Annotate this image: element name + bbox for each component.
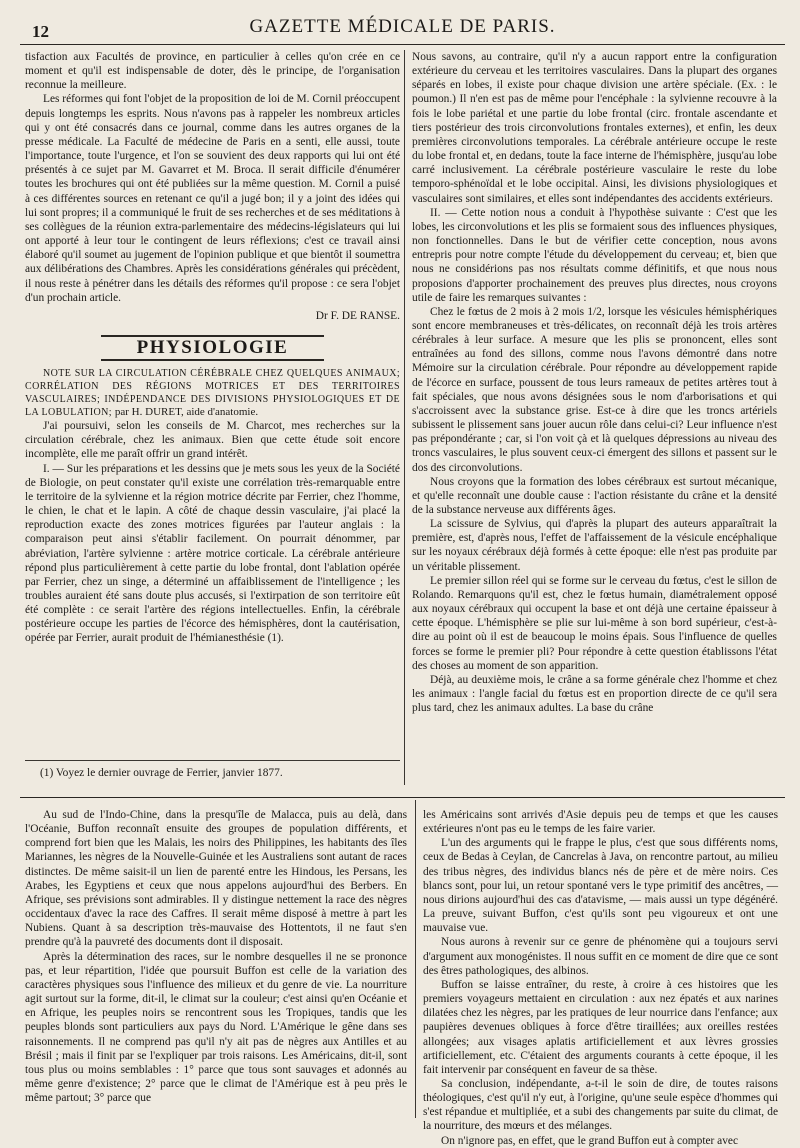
paragraph: Les réformes qui font l'objet de la proposition de loi de M. Cornil préoccupent depuis longtemps les esprits. Nous n'avons pas à rappeler les nombreux articles qui y ont été consacrés dans ce journal, comme dans les autres organes de la presse médicale. La Faculté de médecine de Paris en a senti, elle aussi, toute l'importance, toute l'urgence, et l'on se souvient des deux rapports qui lui ont été présentés à ce sujet par M. Gavarret et M. Broca. Il serait difficile d'énumérer toutes les brochures qui ont été publiées sur la même question. M. Cornil a puisé à ces différentes sources en retenant ce qu'il a jugé bon; il y a joint des idées qui lui sont propres; il a communiqué le fruit de ses recherches et de ses méditations à ses collègues de la réunion extra-parlementaire des médecins-législateurs qui lui ont apporté à leur tour le contingent de leurs réflexions; c'est ce travail ainsi élaboré qu'il soumet au jugement de l'opinion publique et que bientôt il soumettra aux délibérations des Chambres. Après les considérations générales qui précèdent, il nous reste à pénétrer dans les détails des réformes qu'il propose : ce sera l'objet d'un prochain article.: [25, 93, 400, 304]
column-divider-bottom: [415, 800, 416, 1118]
page-number: 12: [32, 22, 49, 41]
paragraph: Buffon se laisse entraîner, du reste, à croire à ces histoires que les premiers voyageurs mettaient en circulation : aux nez épatés et aux narines dilatées chez les nègres, par les pratiques de leur nourrice dans l'enfance; aux paupières devenues obliques à force d'être tiraillées; aux oreilles restées allongées; aux visages aplatis artificiellement et aux lèvres grossies artificiellement, etc. C'étaient des arguments courants à cette époque, il les fait intervenir par conséquent en faveur de sa thèse.: [423, 978, 778, 1076]
section-title: PHYSIOLOGIE: [101, 335, 325, 361]
paragraph: L'un des arguments qui le frappe le plus, c'est que sous différents noms, ceux de Bedas à Ceylan, de Cancrelas à Java, on rencontre partout, au milieu des tribus nègres, des individus blancs nés de père et de mère noirs. Ces blancs sont, pour lui, un retour spontané vers le type primitif des ancêtres, — nous dirions aujourd'hui des cas d'atavisme, — mais aussi un type dégénéré. La preuve, suivant Buffon, c'est qu'ils sont peu vigoureux et ont une mauvaise vue.: [423, 837, 778, 935]
article-author: par H. DURET, aide d'anatomie.: [114, 406, 259, 419]
section-heading-wrap: [25, 335, 400, 361]
paragraph: Nous aurons à revenir sur ce genre de phénomène qui a toujours servi d'argument aux monogénistes. Il nous suffit en ce moment de dire que ce sont des êtres pathologiques, des albinos.: [423, 936, 778, 977]
footnote: (1) Voyez le dernier ouvrage de Ferrier, janvier 1877.: [40, 767, 283, 779]
paragraph: Le premier sillon réel qui se forme sur le cerveau du fœtus, c'est le sillon de Rolando. Remarquons qu'il est, chez le fœtus humain, diamétralement opposé aux noyaux cérébraux qui occupent la base et ont déjà une certaine épaisseur à cette époque. L'hémisphère se plie sur lui-même à son bord supérieur, c'est-à-dire au point où il est de beaucoup le moins épais. Sous l'influence de quelles forces se forme le premier pli? Pour répondre à cette question établissons l'état des choses au moment de son apparition.: [412, 574, 777, 672]
left-column: [25, 50, 400, 795]
paragraph: Nous croyons que la formation des lobes cérébraux est surtout mécanique, et qu'elle reconnaît une double cause : l'action résistante du crâne et la densité de la substance nerveuse aux différents âges.: [412, 475, 777, 516]
page-header: [20, 14, 785, 45]
paragraph: I. — Sur les préparations et les dessins que je mets sous les yeux de la Société de Biologie, on peut constater qu'il existe une corrélation très-remarquable entre le territoire de la sylvienne et la région motrice décrite par Ferrier, chez l'homme, le chien, le chat et le lapin. A côté de chaque dessin vasculaire, j'ai placé la reproduction exacte des zones motrices figurées par l'auteur anglais : la comparaison peut ainsi s'établir facilement. On pourrait dénommer, par abréviation, l'artère sylvienne : artère motrice corticale. La cérébrale antérieure répond plus particulièrement à cette partie du lobe frontal, dont l'ablation opérée par Ferrier, chez un singe, a déterminé un affaiblissement de l'intelligence ; les troubles auraient été sans doute plus accusés, si l'extirpation de son territoire eût été complète : ce serait l'artère des régions intellectuelles. Enfin, la cérébrale postérieure occupe les parties de l'écorce des hémisphères, dont la cautérisation, opérée par Ferrier, aurait produit de l'hémianesthésie (1).: [25, 462, 400, 645]
bottom-right-column: [423, 808, 778, 1147]
paragraph: La scissure de Sylvius, qui d'après la plupart des auteurs apparaîtrait la première, est, d'après nous, l'effet de l'affaissement de la vésicule encéphalique sur les noyaux cérébraux déjà formés à cette époque: elle n'est pas produite par un véritable plissement.: [412, 518, 777, 573]
paragraph: J'ai poursuivi, selon les conseils de M. Charcot, mes recherches sur la circulation cérébrale, chez les animaux. Bien que cette étude soit encore incomplète, elle me paraît offrir un grand intérêt.: [25, 420, 400, 461]
paragraph: Au sud de l'Indo-Chine, dans la presqu'île de Malacca, puis au delà, dans l'Océanie, Buffon reconnaît ensuite des groupes de population différents, et comprend fort bien que les Malais, les noirs des Philippines, les habitants des îles Mariannes, les nègres de la Nouvelle-Guinée et les Australiens sont autant de races distinctes. De même saisit-il un lien de parenté entre les Hindous, les Persans, les Arabes, les Egyptiens et ceux que nous appelons aujourd'hui des Berbers. En Afrique, ses prévisions sont admirables. Il y distingue nettement la race des nègres occidentaux d'avec la race des Caffres. Il serait même disposé à mettre à part les Nubiens. Quant à sa description très-mauvaise des Hottentots, il ne faut s'en prendre qu'à la pauvreté des documents dont il disposait.: [25, 809, 407, 949]
paragraph: les Américains sont arrivés d'Asie depuis peu de temps et que les causes extérieures n'ont pas eu le temps de les faire varier.: [423, 809, 778, 836]
paragraph: Après la détermination des races, sur le nombre desquelles il ne se prononce pas, et leur répartition, l'idée que poursuit Buffon est celle de la variation des caractères physiques sous l'influence des milieux et du genre de vie. La nourriture agit surtout sur la forme, dit-il, le climat sur la couleur; c'est ainsi qu'en Océanie et en Afrique, les peuples noirs se rencontrent sous les Tropiques, tandis que les peuples blonds sont particuliers aux pays du Nord. L'Amérique le gêne dans ses raisonnements. Il ne comprend pas qu'il n'y ait pas de nègres aux Antilles et au Brésil ; mais il finit par se l'expliquer par trois raisons. Les Américains, dit-il, sont tous plus ou moins semblables : 1° parce que tous sont sauvages et adonnés au même genre d'existence; 2° parce que le climat de l'Amérique est à peu près le même partout; 3° parce que: [25, 950, 407, 1105]
paragraph: Chez le fœtus de 2 mois à 2 mois 1/2, lorsque les vésicules hémisphériques sont encore membraneuses et très-délicates, on reconnaît déjà les trois artères cérébrales à leur surface. A mesure que les plis se prononcent, elles sont entraînées au fond des sillons, comme nous l'avons démontré dans notre Mémoire sur la circulation cérébrale. Pour répondre au développement rapide de l'écorce en surface, poussent de tous leurs rameaux de petites artères tout à fait spéciales, que nous avons désignées sous le nom d'arborisations et qui s'accroissent avec la substance grise. Est-ce à dire que les troncs artériels subissent le plissement sans jouer aucun rôle dans celui-ci? Leur influence n'est pas prépondérante ; car, si l'on voit çà et là quelques dépressions au niveau des troncs vasculaires, le plus souvent ceux-ci émergent des sillons et passent sur le dos des circonvolutions.: [412, 305, 777, 474]
column-divider: [404, 50, 405, 785]
feuilleton-rule: [20, 797, 785, 798]
bottom-left-column: [25, 808, 407, 1120]
paragraph: II. — Cette notion nous a conduit à l'hypothèse suivante : C'est que les lobes, les circonvolutions et les plis se formaient sous des influences physiques, non fonctionnelles. Dans le but de vérifier cette conception, nous avons entrepris pour notre compte l'étude du développement du cerveau; et, bien que nous ne considérions pas nos résultats comme définitifs, et que nous nous proposions d'apporter prochainement des preuves plus directes, nous croyons utile de faire les remarques suivantes :: [412, 206, 777, 304]
paragraph: tisfaction aux Facultés de province, en particulier à celles qu'on crée en ce moment et qu'il est indispensable de doter, dès le principe, de l'organisation reconnue la meilleure.: [25, 51, 400, 92]
paragraph: Déjà, au deuxième mois, le crâne a sa forme générale chez l'homme et chez les animaux : l'angle facial du fœtus est en proportion directe de ce qu'il sera plus tard, chez les animaux adultes. La base du crâne: [412, 673, 777, 715]
paragraph: Nous savons, au contraire, qu'il n'y a aucun rapport entre la configuration extérieure du cerveau et les territoires vasculaires. Dans la plupart des organes séparés en lobes, il existe pour chaque division une artère spéciale. (Ex. : le poumon.) Il n'en est pas de même pour l'encéphale : la sylvienne recouvre à la fois le lobe pariétal et une partie du lobe frontal (circ. frontale ascendante et tiers postérieur des trois circonvolutions frontales externes), et enfin, les deux premières circonvolutions temporales. La cérébrale antérieure occupe le reste du lobe frontal et, en dedans, toute la face interne de l'hémisphère, jusqu'au lobe carré inclusivement. La cérébrale postérieure vasculaire le reste du lobe temporo-sphénoïdal et le lobe occipital. Ainsi, les divisions physiologiques et vasculaires sont similaires, et elles sont indépendantes des accidents extérieurs.: [412, 51, 777, 205]
article-heading: [25, 367, 400, 419]
masthead-title: GAZETTE MÉDICALE DE PARIS.: [249, 16, 556, 37]
right-column: [412, 50, 777, 795]
signature: Dr F. DE RANSE.: [315, 309, 400, 322]
paragraph: Sa conclusion, indépendante, a-t-il le soin de dire, de toutes raisons théologiques, c'est qu'il n'y eut, à l'origine, qu'une seule espèce d'hommes qui s'est répandue et multipliée, et a subi des changements par suite du climat, de la nourriture, des mœurs et des mélanges.: [423, 1077, 778, 1133]
footnote-rule: [25, 760, 400, 761]
paragraph: On n'ignore pas, en effet, que le grand Buffon eut à compter avec: [441, 1134, 739, 1147]
article-title: NOTE SUR LA CIRCULATION CÉRÉBRALE CHEZ QUELQUES ANIMAUX; CORRÉLATION DES RÉGIONS MOTRICES ET DES TERRITOIRES VASCULAIRES; INDÉPENDANCE DES DIVISIONS PHYSIOLOGIQUES ET DE LA LOBULATION;: [25, 368, 400, 419]
